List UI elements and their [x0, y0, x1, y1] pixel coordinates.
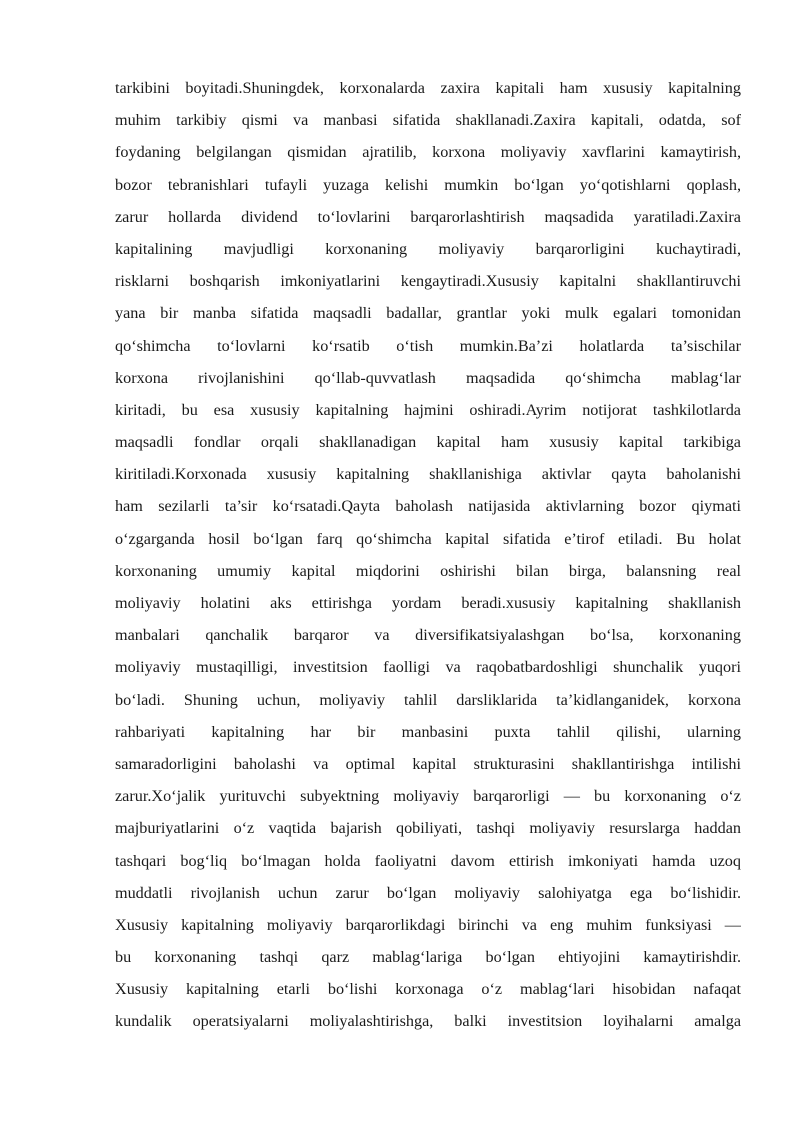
text-line: majburiyatlarini o‘z vaqtida bajarish qobiliyati, tashqi moliyaviy resurslarga haddan	[115, 819, 741, 838]
text-line: risklarni boshqarish imkoniyatlarini kengaytiradi.Xususiy kapitalni shakllantiruvchi	[115, 272, 741, 291]
document-page	[115, 72, 741, 1038]
text-line: zarur hollarda dividend to‘lovlarini barqarorlashtirish maqsadida yaratiladi.Zaxira	[115, 207, 741, 226]
text-line: Xususiy kapitalning etarli bo‘lishi korxonaga o‘z mablag‘lari hisobidan nafaqat	[115, 980, 741, 999]
text-line: moliyaviy holatini aks ettirishga yordam beradi.xususiy kapitalning shakllanish	[115, 594, 741, 612]
text-line: foydaning belgilangan qismidan ajratilib, korxona moliyaviy xavflarini kamaytirish,	[115, 143, 741, 162]
text-line: tarkibini boyitadi.Shuningdek, korxonalarda zaxira kapitali ham xususiy kapitalning	[115, 79, 741, 97]
text-line: yana bir manba sifatida maqsadli badallar, grantlar yoki mulk egalari tomonidan	[115, 304, 741, 323]
text-line: o‘zgarganda hosil bo‘lgan farq qo‘shimcha kapital sifatida e’tirof etiladi. Bu holat	[115, 529, 741, 548]
text-line: maqsadli fondlar orqali shakllanadigan kapital ham xususiy kapital tarkibiga	[115, 433, 741, 452]
text-line: bozor tebranishlari tufayli yuzaga kelishi mumkin bo‘lgan yo‘qotishlarni qoplash,	[115, 175, 741, 194]
text-line: bo‘ladi. Shuning uchun, moliyaviy tahlil darsliklarida ta’kidlanganidek, korxona	[115, 690, 741, 709]
text-line: tashqari bog‘liq bo‘lmagan holda faoliyatni davom ettirish imkoniyati hamda uzoq	[115, 851, 741, 870]
text-line: ham sezilarli ta’sir ko‘rsatadi.Qayta baholash natijasida aktivlarning bozor qiymati	[115, 497, 741, 516]
text-line: kiritadi, bu esa xususiy kapitalning hajmini oshiradi.Ayrim notijorat tashkilotlarda	[115, 400, 741, 419]
text-line: muhim tarkibiy qismi va manbasi sifatida shakllanadi.Zaxira kapitali, odatda, sof	[115, 111, 741, 130]
text-line: kiritiladi.Korxonada xususiy kapitalning shakllanishiga aktivlar qayta baholanishi	[115, 465, 741, 484]
text-line: moliyaviy mustaqilligi, investitsion faolligi va raqobatbardoshligi shunchalik yuqori	[115, 658, 741, 677]
text-line: korxona rivojlanishini qo‘llab-quvvatlash maqsadida qo‘shimcha mablag‘lar	[115, 368, 741, 387]
text-line: zarur.Xo‘jalik yurituvchi subyektning moliyaviy barqarorligi — bu korxonaning o‘z	[115, 787, 741, 806]
text-line: Xususiy kapitalning moliyaviy barqarorlikdagi birinchi va eng muhim funksiyasi —	[115, 915, 741, 934]
text-line: kundalik operatsiyalarni moliyalashtirishga, balki investitsion loyihalarni amalga	[115, 1012, 741, 1031]
text-line: samaradorligini baholashi va optimal kapital strukturasini shakllantirishga intilishi	[115, 754, 741, 773]
text-line: qo‘shimcha to‘lovlarni ko‘rsatib o‘tish mumkin.Ba’zi holatlarda ta’sischilar	[115, 336, 741, 355]
text-line: bu korxonaning tashqi qarz mablag‘lariga bo‘lgan ehtiyojini kamaytirishdir.	[115, 948, 741, 967]
text-line: muddatli rivojlanish uchun zarur bo‘lgan moliyaviy salohiyatga ega bo‘lishidir.	[115, 883, 741, 902]
text-line: manbalari qanchalik barqaror va diversifikatsiyalashgan bo‘lsa, korxonaning	[115, 626, 741, 645]
text-line: rahbariyati kapitalning har bir manbasini puxta tahlil qilishi, ularning	[115, 722, 741, 741]
text-line: kapitalining mavjudligi korxonaning moliyaviy barqarorligini kuchaytiradi,	[115, 239, 741, 258]
text-line: korxonaning umumiy kapital miqdorini oshirishi bilan birga, balansning real	[115, 561, 741, 580]
